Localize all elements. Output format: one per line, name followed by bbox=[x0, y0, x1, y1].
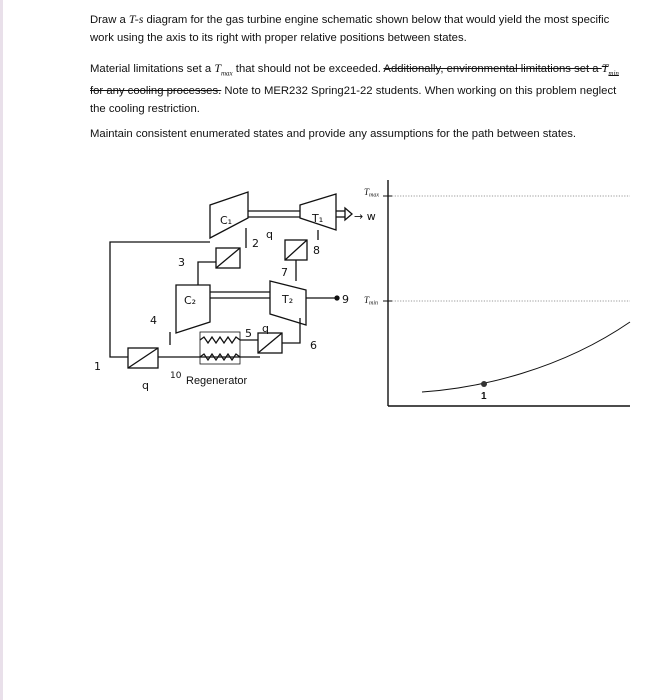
state-10-label: 10 bbox=[170, 371, 182, 381]
state-6-label: 6 bbox=[310, 339, 317, 352]
state-8-label: 8 bbox=[313, 244, 320, 257]
q-top-label: q bbox=[266, 228, 273, 241]
state-3-label: 3 bbox=[178, 256, 185, 269]
figure bbox=[0, 170, 647, 420]
state-1-point bbox=[481, 381, 487, 387]
state-5-label: 5 bbox=[245, 327, 252, 340]
tmin-axis-label: Tmin bbox=[364, 295, 379, 307]
regenerator-label: Regenerator bbox=[186, 375, 248, 387]
tmax-symbol: $T_{max}$ bbox=[214, 61, 233, 78]
struck-text: Additionally, environmental limitations set a $T_{min}$ for any cooling processes. bbox=[90, 61, 619, 98]
instruction-paragraph-1: Draw a T-s diagram for the gas turbine engine schematic shown below that would yield the most specific work using the axis to its right with proper relative positions between states. bbox=[90, 12, 610, 44]
state-1-label: 1 bbox=[94, 360, 101, 373]
instruction-paragraph-3: Maintain consistent enumerated states and provide any assumptions for the path between states. bbox=[90, 128, 577, 140]
c1-label: C₁ bbox=[220, 214, 233, 227]
t1-label: T₁ bbox=[312, 212, 324, 225]
q-right-label: q bbox=[262, 322, 269, 335]
t2-label: T₂ bbox=[282, 293, 294, 306]
ts-axes bbox=[383, 180, 630, 406]
tmin-symbol: $T_{min}$ bbox=[601, 61, 619, 78]
compressor-c2 bbox=[176, 285, 210, 333]
c2-label: C₂ bbox=[184, 294, 197, 307]
ts-italic: T-s bbox=[128, 12, 144, 26]
state-9-label: 9 bbox=[342, 293, 349, 306]
state-2-label: 2 bbox=[252, 237, 259, 250]
state-1-point-label: 1 bbox=[481, 391, 487, 402]
q-bottom-label: q bbox=[142, 379, 149, 392]
state-4-label: 4 bbox=[150, 314, 157, 327]
work-label: → w bbox=[354, 210, 376, 223]
isobar-curve bbox=[422, 322, 630, 392]
state-7-label: 7 bbox=[281, 266, 288, 279]
tmax-axis-label: Tmax bbox=[364, 187, 380, 199]
instruction-paragraph-2: Material limitations set a $T_{max}$ that should not be exceeded. Additionally, environmental limitations set a $T_{min}$ for any cooling processes. Note to MER232 Spring21-22 students. When working on this problem neglect the cooling restriction. bbox=[90, 61, 619, 116]
